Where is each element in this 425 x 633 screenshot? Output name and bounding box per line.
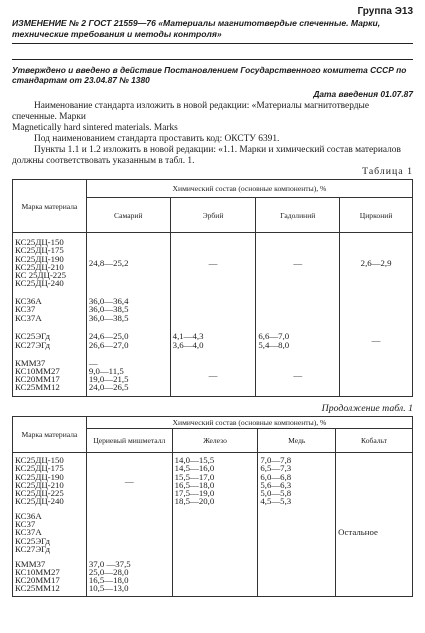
copper-cell: 7,0—7,8 6,5—7,3 6,0—6,8 5,6—6,3 5,0—5,8 4,5—5,3 [258,453,336,509]
table1-caption: Таблица 1 [362,166,413,177]
table1-cont-caption: Продолжение табл. 1 [321,403,413,414]
erbium-cell: — [170,233,256,293]
introduction-date: Дата введения 01.07.87 [313,89,413,99]
table-1-continuation [12,416,413,597]
mark-header: Марка материала [13,180,87,233]
samarium-cell: — 9,0—11,5 19,0—21,5 24,0—26,5 [86,355,170,397]
zirconium-cell: — [340,327,413,355]
erbium-cell: 4,1—4,3 3,6—4,0 [170,327,256,355]
title-rule [12,43,413,44]
marks-cell: КММ37 КС10ММ27 КС20ММ17 КС25ММ12 [13,355,87,397]
erbium-cell: — [170,355,256,397]
marks-cell: КММ37 КС10ММ27 КС20ММ17 КС25ММ12 [13,557,87,597]
mark-header: Марка материала [13,417,87,453]
marks-cell: КС25ДЦ-150 КС25ДЦ-175 КС25ДЦ-190 КС25ДЦ-210 КС 25ДЦ-225 КС25ДЦ-240 [13,233,87,293]
samarium-cell: 24,8—25,2 [86,233,170,293]
mischmetal-cell: — [86,453,172,509]
col-cobalt: Кобальт [336,429,413,453]
col-zirconium: Цирконий [340,198,413,233]
col-mischmetal: Цериевый мишметалл [86,429,172,453]
cobalt-cell: Остальное [336,509,413,557]
mischmetal-cell: 37,0 —37,5 25,0—28,0 16,5—18,0 10,5—13,0 [86,557,172,597]
group-code: Группа Э13 [357,6,413,17]
approval-rule [12,59,413,60]
gadolinium-cell: — [256,233,340,293]
document-title: ИЗМЕНЕНИЕ № 2 ГОСТ 21559—76 «Материалы магнитотвердые спеченные. Марки, технические требования и методы контроля» [12,18,381,39]
col-copper: Медь [258,429,336,453]
table-row [13,293,413,327]
table-row [13,453,413,509]
paragraph-english-title: Magnetically hard sintered materials. Marks [12,123,178,133]
table-1 [12,179,413,397]
col-samarium: Самарий [86,198,170,233]
composition-header: Химический состав (основные компоненты), % [86,417,412,429]
samarium-cell: 24,6—25,0 26,6—27,0 [86,327,170,355]
approval-statement: Утверждено и введено в действие Постановлением Государственного комитета СССР по стандартам от 23.04.87 № 1380 [12,65,407,85]
composition-header: Химический состав (основные компоненты), % [86,180,412,198]
paragraph-code: Под наименованием стандарта проставить код: ОКСТУ 6391. [34,134,280,144]
table-row [13,233,413,293]
gadolinium-cell: 6,6—7,0 5,4—8,0 [256,327,340,355]
marks-cell: КС25ЭГд КС27ЭГд [13,327,87,355]
paragraph-title-change: Наименование стандарта изложить в новой редакции: «Материалы магнитотвердые спеченные. Марки [12,101,370,122]
gadolinium-cell: — [256,355,340,397]
table-row [13,327,413,355]
iron-cell: 14,0—15,5 14,5—16,0 15,5—17,0 16,5—18,0 17,5—19,0 18,5—20,0 [172,453,258,509]
col-gadolinium: Гадолиний [256,198,340,233]
table-row [13,509,413,557]
table-row [13,355,413,397]
marks-cell: КС36А КС37 КС37А КС25ЭГд КС27ЭГд [13,509,87,557]
col-iron: Железо [172,429,258,453]
marks-cell: КС25ДЦ-150 КС25ДЦ-175 КС25ДЦ-190 КС25ДЦ-210 КС25ДЦ-225 КС25ДЦ-240 [13,453,87,509]
samarium-cell: 36,0—36,4 36,0—38,5 36,0—38,5 [86,293,170,327]
marks-cell: КС36А КС37 КС37А [13,293,87,327]
zirconium-cell: 2,6—2,9 [340,233,413,293]
col-erbium: Эрбий [170,198,256,233]
paragraph-clauses: Пункты 1.1 и 1.2 изложить в новой редакции: «1.1. Марки и химический состав материалов должны соответствовать указанным в табл. 1. [12,145,401,166]
table-row [13,557,413,597]
